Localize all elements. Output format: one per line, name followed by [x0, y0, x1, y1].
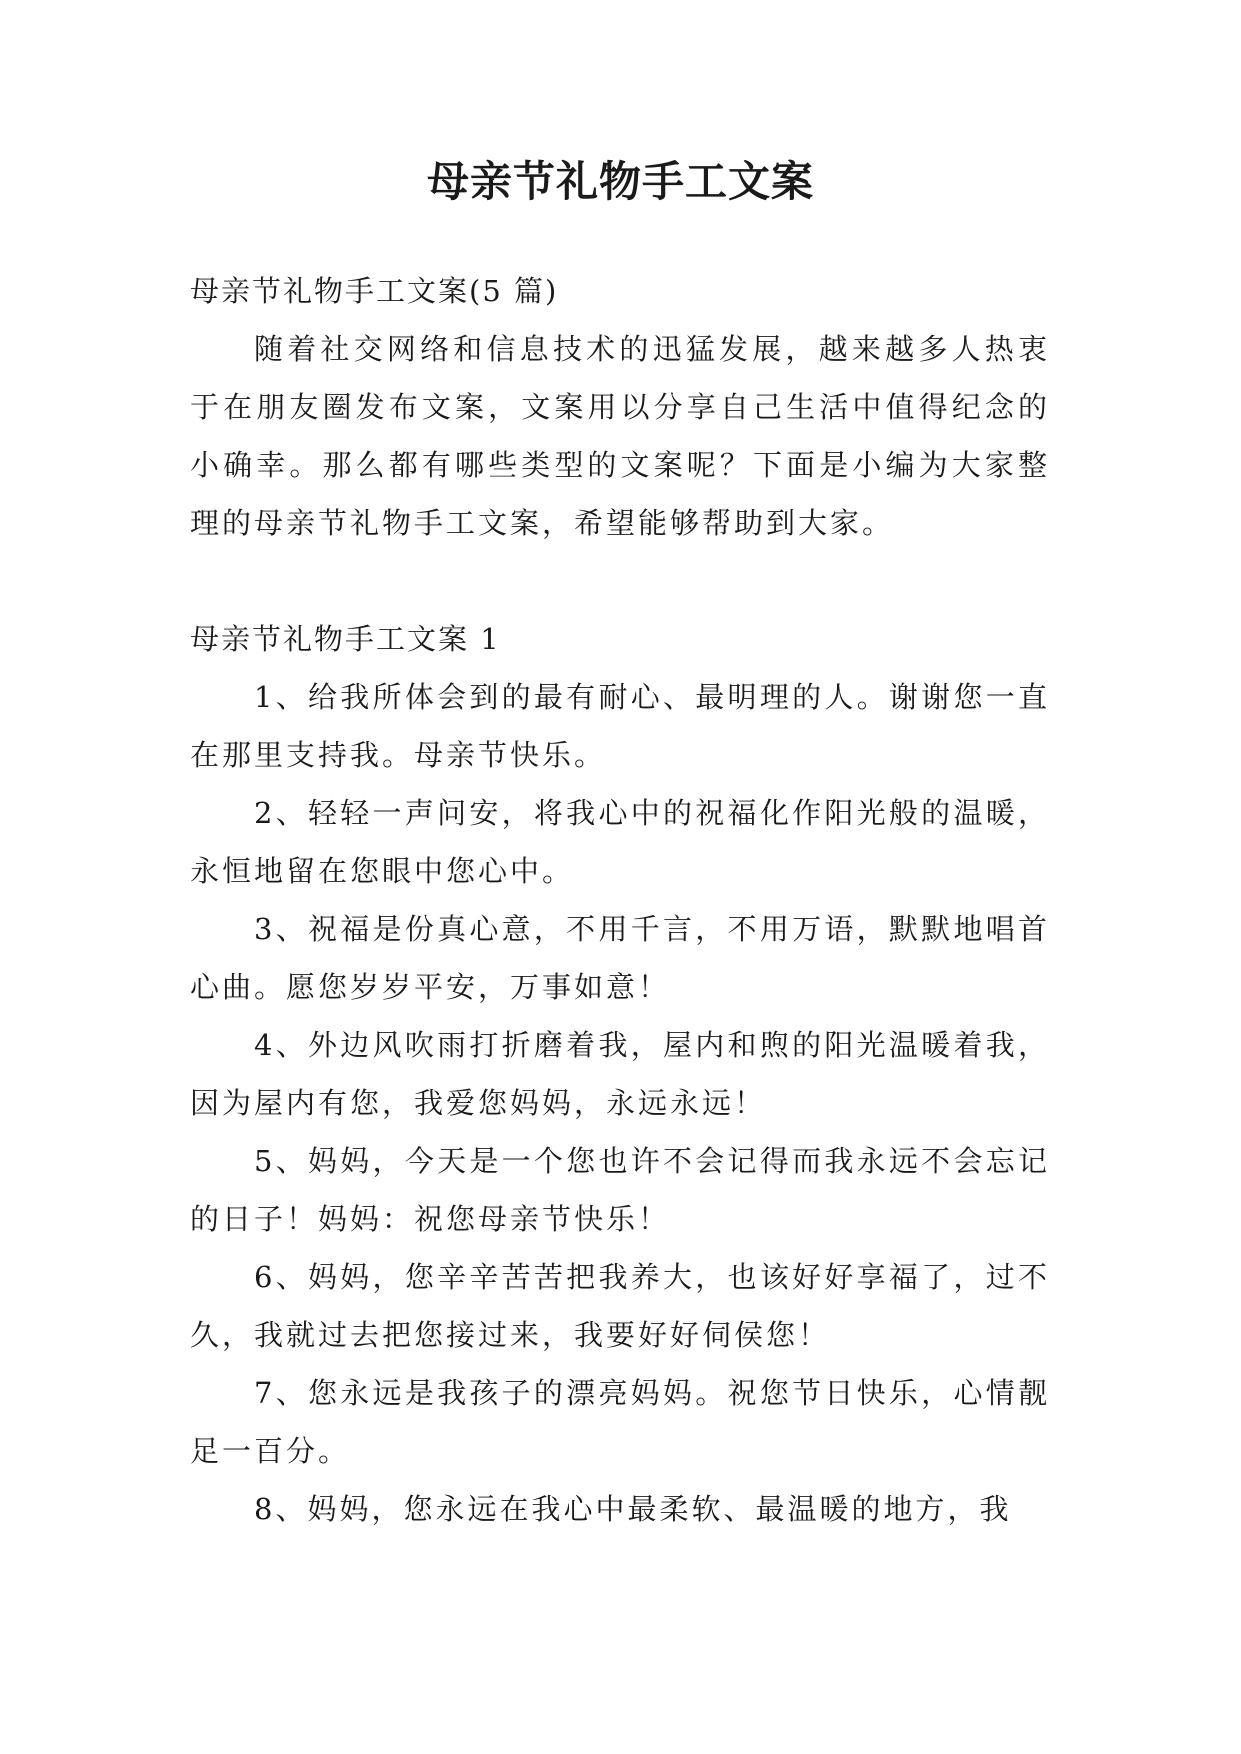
list-item: 6、妈妈，您辛辛苦苦把我养大，也该好好享福了，过不久，我就过去把您接过来，我要好好伺侯您！: [190, 1260, 1050, 1352]
list-item: 1、给我所体会到的最有耐心、最明理的人。谢谢您一直在那里支持我。母亲节快乐。: [190, 680, 1050, 772]
document-subtitle: 母亲节礼物手工文案(5 篇): [190, 274, 559, 308]
list-item: 7、您永远是我孩子的漂亮妈妈。祝您节日快乐，心情靓足一百分。: [190, 1376, 1050, 1468]
list-item: 5、妈妈，今天是一个您也许不会记得而我永远不会忘记的日子！妈妈：祝您母亲节快乐！: [190, 1144, 1050, 1236]
list-item: 4、外边风吹雨打折磨着我，屋内和煦的阳光温暖着我，因为屋内有您，我爱您妈妈，永远永远！: [190, 1028, 1050, 1120]
list-item: 3、祝福是份真心意，不用千言，不用万语，默默地唱首心曲。愿您岁岁平安，万事如意！: [190, 912, 1050, 1004]
document-body: [190, 262, 1050, 1538]
paragraph-gap: [190, 552, 1050, 610]
section-title: 母亲节礼物手工文案 1: [190, 622, 501, 656]
intro-paragraph: 随着社交网络和信息技术的迅猛发展，越来越多人热衷于在朋友圈发布文案，文案用以分享自己生活中值得纪念的小确幸。那么都有哪些类型的文案呢？下面是小编为大家整理的母亲节礼物手工文案，希望能够帮助到大家。: [190, 332, 1050, 540]
list-item: 8、妈妈，您永远在我心中最柔软、最温暖的地方，我: [254, 1492, 1012, 1526]
document-title: 母亲节礼物手工文案: [426, 157, 814, 206]
list-item: 2、轻轻一声问安，将我心中的祝福化作阳光般的温暖，永恒地留在您眼中您心中。: [190, 796, 1050, 888]
